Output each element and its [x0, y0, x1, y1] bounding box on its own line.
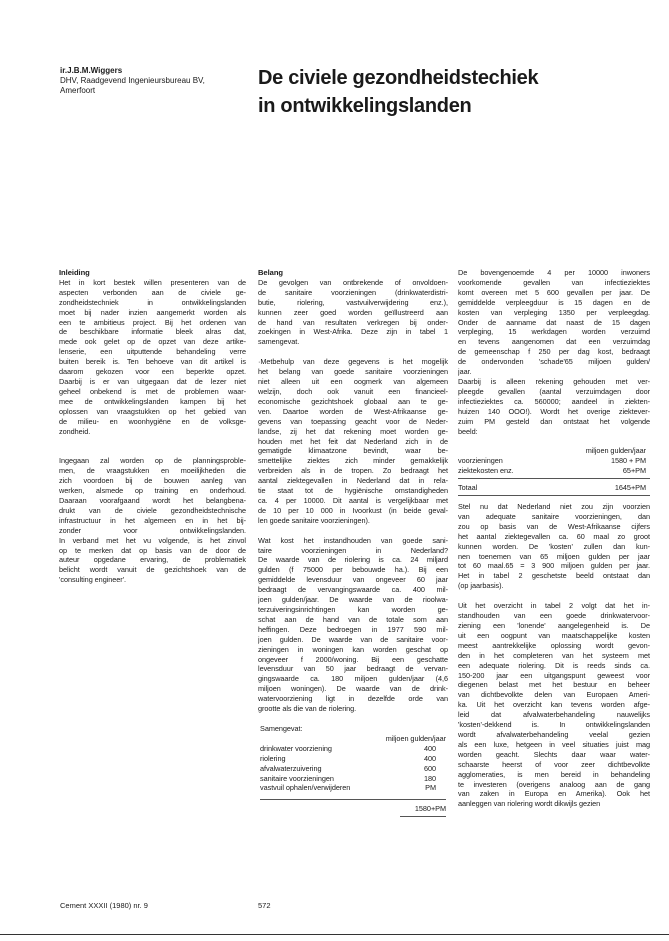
row-label: ziektekosten enz. [458, 466, 514, 476]
text-line: ·Metbehulp van deze gegevens is het mogelijk [258, 357, 448, 367]
text-line: infrastructuur in het algemeen en in het bij- [59, 515, 246, 525]
text-line: leid dat afvalwaterbehandeling nauwelijks [458, 710, 650, 720]
title-line: in ontwikkelingslanden [258, 95, 472, 117]
text-line: men, de vraagstukken en moeilijkheden die [59, 466, 246, 476]
paragraph [59, 456, 246, 585]
row-value: 600 [423, 763, 436, 773]
text-line: De gevolgen van ontbrekende of onvoldoen- [258, 277, 448, 287]
summary-unit: miljoen gulden/jaar [385, 733, 446, 743]
text-line: niet alleen uit een oogmerk van algemeen [258, 377, 448, 387]
journal-footer: Cement XXXII (1980) nr. 9 [60, 901, 148, 910]
total-value: 1645+PM [614, 483, 646, 493]
column-1 [59, 268, 246, 585]
cost-table-total [458, 483, 650, 493]
text-line: kosten van verpleging 1350 per verpleegdag. [458, 307, 650, 317]
text-line: werken, alsmede op training en onderhoud. [59, 486, 246, 496]
text-line: voorkomende gevallen van infectieziektes [458, 277, 650, 287]
text-line: aantal ziektegevallen in Nederland dat in rela- [258, 476, 448, 486]
row-value: 400 [423, 743, 436, 753]
paragraph [458, 268, 650, 436]
text-line: Daaraan voorafgaand wordt het belangbena- [59, 496, 246, 506]
bottom-rule [0, 934, 669, 935]
paragraph [258, 278, 448, 347]
text-line: butie, riolering, vastvuilverwijdering enz.), [258, 297, 448, 307]
row-label: afvalwaterzuivering [260, 763, 322, 773]
text-line: mede ook gelet op de opzet van deze artike- [59, 337, 246, 347]
text-line: de hand van resultaten verkregen bij onder- [258, 317, 448, 327]
summary-rows [260, 744, 446, 794]
text-line: verpleging, 15 werkdagen worden verzuimd [458, 327, 650, 337]
text-line: gemiddelde levensduur van ongeveer 60 jaar [258, 575, 448, 585]
text-line: gemiddelde verpleegduur is 15 dagen en de [458, 297, 650, 307]
text-line: zondheid. [59, 426, 91, 436]
text-line: pleegde gevallen (aantal verzuimdagen door [458, 386, 650, 396]
text-line: De waarde van de riolering is ca. 24 miljard [258, 555, 448, 565]
text-line: miljoen woningen). De waarde van de drink- [258, 684, 448, 694]
paragraph [258, 536, 448, 714]
text-line: den in het completeren van het systeem met [458, 650, 650, 660]
text-line: In verband met het vu volgende, is het zinvol [59, 535, 246, 545]
text-line: joen gulden. De waarde van de sanitaire voor- [258, 634, 448, 644]
section-heading-inleiding: Inleiding [59, 268, 90, 277]
text-line: de ondervonden 'schade'65 miljoen gulden/ [458, 357, 650, 367]
text-line: een adequate riolering. Dit is reeds sinds ca. [458, 660, 650, 670]
text-line: samengevat. [258, 337, 300, 347]
text-line: worden geacht. Slechts daar waar water- [458, 749, 650, 759]
summary-label: Samengevat: [260, 723, 303, 733]
text-line: uit een oogpunt van maatschappelijke kosten [458, 630, 650, 640]
text-line: agglomeraties, is men bereid in behandeling [458, 769, 650, 779]
text-line: ven. Daartoe worden de West-Afrikaanse ge- [258, 406, 448, 416]
author-block [60, 66, 250, 96]
text-line: Het in tabel 2 geschetste beeld ontstaat dan [458, 571, 650, 581]
paragraph [458, 502, 650, 591]
page-number: 572 [258, 901, 271, 910]
row-label: riolering [260, 753, 286, 763]
text-line: komt overeen met 5 600 gevallen per jaar. De [458, 287, 650, 297]
text-line: de gemeenschap f 250 per dag kost, bedraagt [458, 347, 650, 357]
text-line: zuim PM gesteld dan ontstaat het volgende [458, 416, 650, 426]
author-name: ir.J.B.M.Wiggers [60, 66, 123, 75]
text-line: bedraagt de vervangingswaarde ca. 400 mil- [258, 585, 448, 595]
text-line: zonder voor ontwikkelingslanden. [59, 525, 246, 535]
text-line: 'kosten'-dekkend is. In ontwikkelingslanden [458, 720, 650, 730]
text-line: oplossen van vraagstukken op het gebied van [59, 406, 246, 416]
text-line: van dichtbevolkte delen van Europaen Ameri- [458, 690, 650, 700]
table-row [260, 783, 446, 793]
text-line: Stel nu dat Nederland niet zou zijn voorzien [458, 502, 650, 512]
row-label: vastvuil ophalen/verwijderen [260, 783, 351, 793]
row-label: sanitaire voorzieningen [260, 773, 334, 783]
summary-table [260, 724, 446, 800]
text-line: schaarste heerst of voor zeer dichtbevolkte [458, 759, 650, 769]
text-line: van zaken in Europa en Amerika). Ook het [458, 789, 650, 799]
text-line: aspecten verbonden aan de civiele ge- [59, 287, 246, 297]
text-line: huizen 140 OOO!). Wordt het overige ziektever- [458, 406, 650, 416]
text-line: Daarbij is alleen rekening gehouden met ver- [458, 376, 650, 386]
row-value: 65+PM [622, 466, 646, 476]
text-line: zieningen in woningen kan worden geschat op [258, 644, 448, 654]
paragraph [258, 357, 448, 525]
text-line: De bovengenoemde 4 per 10000 inwoners [458, 268, 650, 277]
text-line: de milieu- en woonhygiëne en de volksge- [59, 416, 246, 426]
text-line: grootte als die van de riolering. [258, 704, 357, 714]
text-line: wordt afvalwaterbehandeling veelal gezien [458, 729, 650, 739]
text-line: watervoorziening ligt in dezelfde orde van [258, 694, 448, 704]
text-line: ka. Uit het overzicht kan tevens worden afge- [458, 700, 650, 710]
text-line: gingswaarde ca. 180 miljoen gulden/jaar (4,6 [258, 674, 448, 684]
text-line: zich voordoen bij de bouwen aanleg van [59, 476, 246, 486]
text-line: en tevens aangenomen dat een verzuimdag [458, 337, 650, 347]
row-label: voorzieningen [458, 456, 503, 466]
column-2 [258, 268, 448, 817]
text-line: welzijn, doch ook vanuit een financieel- [258, 386, 448, 396]
total-label: Totaal [458, 483, 478, 493]
text-line: kunnen zeer goed worden geïllustreerd aan [258, 307, 448, 317]
text-line: economische gezichtshoek globaal aan te ge- [258, 396, 448, 406]
text-line: gulden (f 75000 per bebouwde ha.). Bij een [258, 565, 448, 575]
text-line: van adequate sanitaire voorzieningen, dan [458, 511, 650, 521]
text-line: standhouden van een goede drinkwatervoor- [458, 611, 650, 621]
text-line: auteur opgedane ervaring, de problematiek [59, 555, 246, 565]
text-line: drukt van de civiele gezondheidstechnische [59, 505, 246, 515]
text-line: landse, zij het dat rekening moet worden ge- [258, 426, 448, 436]
text-line: meest aantrekkelijke oplossing wordt gevon- [458, 640, 650, 650]
text-line: daarom gekozen voor een beperkte opzet. [59, 367, 246, 377]
text-line: heffingen. Deze bedroegen in 1977 590 mil- [258, 624, 448, 634]
paragraph [458, 601, 650, 809]
text-line: de beschikbare informatie bleek alras dat, [59, 327, 246, 337]
text-line: aanleggen van riolering wordt dikwijls gezien [458, 799, 601, 809]
text-line: gematigde klimaatzone bevindt, waar be- [258, 446, 448, 456]
text-line: Wat kost het instandhouden van goede sani- [258, 535, 448, 545]
section-heading-belang: Belang [258, 268, 284, 277]
text-line: de 10 per 10 000 in Ivoorkust (in beide geval- [258, 505, 448, 515]
text-line: buiten bereik is. Ten behoeve van dit artikel is [59, 357, 246, 367]
summary-total: 1580+PM [414, 804, 446, 814]
text-line: Onder de aanname dat naast de 15 dagen [458, 317, 650, 327]
text-line: 150-200 jaar een uitgangspunt geweest voor [458, 670, 650, 680]
row-value: 180 [423, 773, 436, 783]
article-title [258, 64, 658, 120]
text-line: geheel onbekend is met de problemen waar- [59, 386, 246, 396]
text-line: (op jaarbasis). [458, 581, 504, 591]
text-line: infectieziektes ca. 560000; aandeel in ziekten- [458, 396, 650, 406]
text-line: taire voorzieningen in Nederland? [258, 545, 448, 555]
text-line: Ingegaan zal worden op de planningsproble- [59, 456, 246, 466]
text-line: te investeren (overigens analoog aan de gang [458, 779, 650, 789]
text-line: zoekingen in West-Afrika. Deze zijn in tabel 1 [258, 327, 448, 337]
cost-table [458, 456, 650, 476]
text-line: het belang van goede sanitaire voorzieningen [258, 367, 448, 377]
row-value: 1580 + PM [610, 456, 646, 466]
text-line: belicht wordt vanuit de gezichtshoek van de [59, 565, 246, 575]
table-row [260, 744, 446, 754]
table-row [260, 764, 446, 774]
text-line: joen gulden/jaar. De waarde van de rioolwa- [258, 595, 448, 605]
column-3 [458, 268, 650, 809]
text-line: mee de ontwikkelingslanden kampen bij het [59, 396, 246, 406]
text-line: de sanitaire voorzieningen (drinkwaterdistri- [258, 287, 448, 297]
text-line: Uit het overzicht in tabel 2 volgt dat het in- [458, 601, 650, 611]
text-line: nen toenemen van 65 miljoen gulden per jaar [458, 551, 650, 561]
text-line: diegenen belast met het bestuur en beheer [458, 680, 650, 690]
text-line: verbreiden als in de tropen. Zo bedraagt het [258, 466, 448, 476]
text-line: moet bij nader inzien aangemerkt worden als [59, 307, 246, 317]
text-line: ca. 4 per 10000. Dit aantal is vergelijkbaar met [258, 495, 448, 505]
text-line: schat aan de hand van de totale som aan [258, 614, 448, 624]
text-line: ziening een 'lonende' aangelegenheid is. De [458, 621, 650, 630]
cost-table-unit: miljoen gulden/jaar [585, 446, 646, 456]
text-line: tot 60 maal.65 = 3 900 miljoen gulden per jaar. [458, 561, 650, 571]
text-line: terzuiveringsinrichtingen kan worden ge- [258, 605, 448, 614]
table-row [458, 456, 650, 466]
row-label: drinkwater voorziening [260, 743, 332, 753]
text-line: houden met het feit dat Nederland zich in de [258, 436, 448, 446]
text-line: tie staat tot de hygiënische omstandigheden [258, 486, 448, 496]
text-line: smettelijke ziektes zich minder gemakkelijk [258, 456, 448, 466]
table-row [458, 466, 650, 476]
row-value: 400 [423, 753, 436, 763]
author-affiliation-line: DHV, Raadgevend Ingenieursbureau BV, [60, 76, 205, 85]
text-line: een te ambitieus project. Bij het ordenen van [59, 317, 246, 327]
text-line: len goede sanitaire voorzieningen). [258, 515, 370, 525]
text-line: kunnen worden. De 'kosten' zullen dan kun- [458, 541, 650, 551]
paragraph [59, 278, 246, 437]
text-line: levensduur van 50 jaar bedraagt de vervan- [258, 664, 448, 674]
text-line: Daarbij is er van uitgegaan dat de lezer niet [59, 376, 246, 386]
text-line: het aantal ziektegevallen ca. 60 maal zo groot [458, 531, 650, 541]
author-affiliation-line: Amerfoort [60, 86, 96, 95]
text-line: gevens van toepassing geacht voor de Neder- [258, 416, 448, 426]
row-value: PM [425, 783, 436, 793]
text-line: Het in kort bestek willen presenteren van de [59, 277, 246, 287]
text-line: zondheidstechniek in ontwikkelingslanden [59, 297, 246, 307]
text-line: 'consulting engineer'. [59, 575, 126, 585]
text-line: jaar. [458, 367, 472, 377]
title-line: De civiele gezondheidstechiek [258, 67, 539, 89]
text-line: lenserie, een uitputtende behandeling verre [59, 347, 246, 357]
text-line: beeld: [458, 426, 478, 436]
text-line: ongeveer f 2000/woning. Bij een geschatte [258, 654, 448, 664]
text-line: op te merken dat op basis van de door de [59, 545, 246, 555]
text-line: als een luxe, hetgeen in veel situaties juist mag [458, 739, 650, 749]
text-line: zou op basis van de West-Afrikaanse cijfers [458, 521, 650, 531]
table-row [260, 754, 446, 764]
table-row [260, 774, 446, 784]
